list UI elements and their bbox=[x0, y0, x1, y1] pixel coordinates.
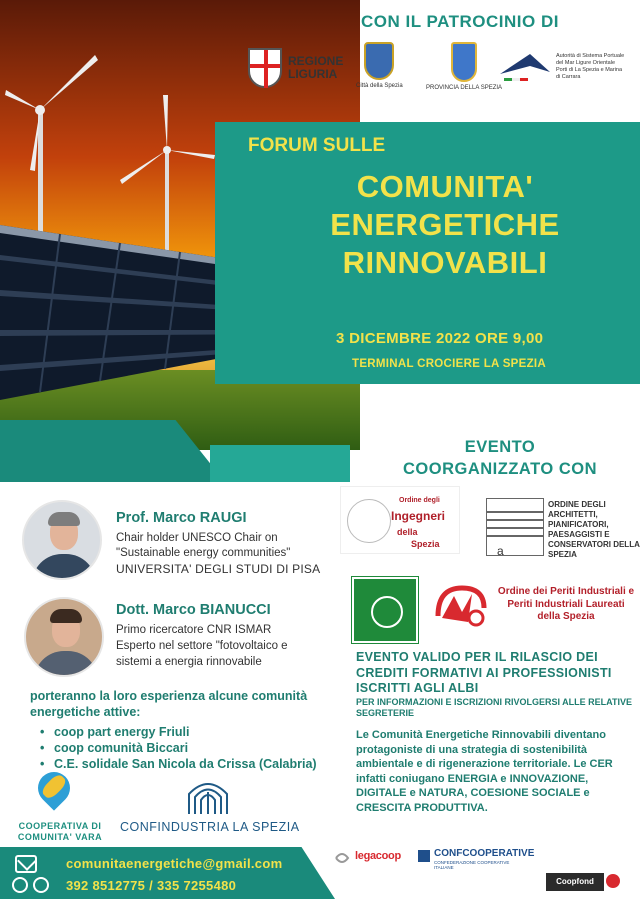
confcooperative-text: CONFCOOPERATIVE bbox=[434, 848, 535, 859]
contact-phones[interactable]: 392 8512775 / 335 7255480 bbox=[66, 878, 237, 893]
experience-intro: porteranno la loro esperienza alcune comunità energetiche attive: bbox=[30, 689, 308, 719]
ordine-architetti-text: ORDINE DEGLI ARCHITETTI, PIANIFICATORI, PAESAGGISTI E CONSERVATORI DELLA SPEZIA bbox=[548, 500, 640, 559]
confindustria-text: CONFINDUSTRIA LA SPEZIA bbox=[120, 820, 300, 834]
speaker-photo-bianucci bbox=[24, 597, 104, 677]
collegio-geometri-logo bbox=[352, 577, 418, 643]
contact-email[interactable]: comunitaenergetiche@gmail.com bbox=[66, 856, 283, 871]
list-item: • C.E. solidale San Nicola da Crissa (Calabria) bbox=[40, 756, 317, 772]
periti-industriali-logo-icon bbox=[432, 582, 490, 632]
event-date: 3 DICEMBRE 2022 ORE 9,00 bbox=[336, 330, 544, 347]
cross-shield-icon bbox=[248, 48, 282, 88]
coorganized-line-1: EVENTO bbox=[464, 438, 536, 456]
speaker-role: sistemi a energia rinnovabile bbox=[116, 656, 262, 668]
speaker-role: Primo ricercatore CNR ISMAR bbox=[116, 624, 272, 636]
cer-description: Le Comunità Energetiche Rinnovabili diventano protagoniste di una strategia di sostenibilità ambientale e di rigenerazione territoriale. Le CER infatti coniugano ENERGIA e INNOVAZIONE, DIGITALE e NATURA, COESIONE SOCIALE e CRESCITA PRODUTTIVA. bbox=[356, 729, 613, 814]
phone-icon bbox=[12, 877, 28, 893]
ship-bird-icon bbox=[500, 52, 550, 82]
citta-spezia-text: Città della Spezia bbox=[356, 83, 403, 89]
list-item: • coop comunità Biccari bbox=[40, 740, 317, 756]
autorita-portuale-text: Autorità di Sistema Portuale del Mar Ligure Orientale Porti di La Spezia e Marina di Carrara bbox=[556, 53, 625, 80]
mail-icon bbox=[15, 855, 37, 873]
whatsapp-icon bbox=[33, 877, 49, 893]
coopfond-logo: Coopfond bbox=[546, 873, 604, 891]
ordine-ingegneri-logo bbox=[340, 486, 460, 554]
experience-list bbox=[40, 724, 317, 772]
title-line-3: RINNOVABILI bbox=[342, 245, 548, 280]
city-crest-icon bbox=[364, 42, 394, 80]
speaker-name: Dott. Marco BIANUCCI bbox=[116, 602, 271, 618]
confcooperative-square-icon bbox=[418, 850, 430, 862]
event-place: TERMINAL CROCIERE LA SPEZIA bbox=[352, 358, 547, 370]
globe-icon bbox=[347, 499, 391, 543]
confcooperative-subtext: CONFEDERAZIONE COOPERATIVE ITALIANE bbox=[434, 860, 510, 870]
regione-liguria-text: REGIONE LIGURIA bbox=[288, 54, 344, 81]
forum-label: FORUM SULLE bbox=[248, 135, 386, 156]
citta-spezia-logo bbox=[356, 42, 403, 89]
speaker-role: "Sustainable energy communities" bbox=[116, 547, 291, 559]
map-pin-icon bbox=[31, 765, 76, 810]
teal-strip-light bbox=[210, 445, 350, 482]
ingegneri-text-1: Ordine degli bbox=[399, 497, 440, 504]
legacoop-swirl-icon bbox=[334, 850, 350, 866]
architetti-mark-letter: a bbox=[497, 544, 504, 558]
speaker-role: Esperto nel settore "fotovoltaico e bbox=[116, 640, 288, 652]
provincia-text: PROVINCIA DELLA SPEZIA bbox=[426, 85, 503, 91]
speaker-affiliation: UNIVERSITA' DEGLI STUDI DI PISA bbox=[116, 562, 321, 576]
event-title bbox=[300, 168, 590, 282]
speaker-role: Chair holder UNESCO Chair on bbox=[116, 532, 278, 544]
title-line-2: ENERGETICHE bbox=[330, 207, 560, 242]
coorganized-line-2: COORGANIZZATO CON bbox=[403, 460, 597, 478]
provincia-crest-icon bbox=[451, 42, 477, 82]
list-item: • coop part energy Friuli bbox=[40, 724, 317, 740]
regione-liguria-logo bbox=[248, 48, 342, 88]
ingegneri-text-3: della bbox=[397, 527, 418, 537]
autorita-portuale-logo bbox=[500, 52, 626, 82]
info-notice: PER INFORMAZIONI E ISCRIZIONI RIVOLGERSI ALLE RELATIVE SEGRETERIE bbox=[356, 697, 633, 718]
provincia-spezia-logo bbox=[426, 42, 502, 91]
vara-text: COOPERATIVA DI COMUNITA' VARA bbox=[17, 821, 103, 842]
legacoop-text: legacoop bbox=[355, 850, 401, 862]
ingegneri-text-4: Spezia bbox=[411, 539, 440, 549]
patrocinio-heading: CON IL PATROCINIO DI bbox=[361, 12, 559, 31]
title-line-1: COMUNITA' bbox=[356, 169, 534, 204]
ordine-periti-text: Ordine dei Periti Industriali e Periti Industriali Laureati della Spezia bbox=[497, 586, 635, 622]
vara-logo bbox=[38, 772, 70, 812]
confindustria-logo-icon bbox=[185, 778, 231, 816]
ingegneri-text-2: Ingegneri bbox=[391, 509, 446, 523]
coorganized-heading bbox=[360, 436, 640, 480]
speaker-photo-raugi bbox=[22, 500, 102, 580]
speaker-name: Prof. Marco RAUGI bbox=[116, 510, 247, 526]
architetti-lines-icon bbox=[486, 498, 544, 556]
coopfond-mark-icon bbox=[606, 874, 620, 888]
credits-notice: EVENTO VALIDO PER IL RILASCIO DEI CREDITI FORMATIVI AI PROFESSIONISTI ISCRITTI AGLI ALBI bbox=[356, 650, 612, 695]
